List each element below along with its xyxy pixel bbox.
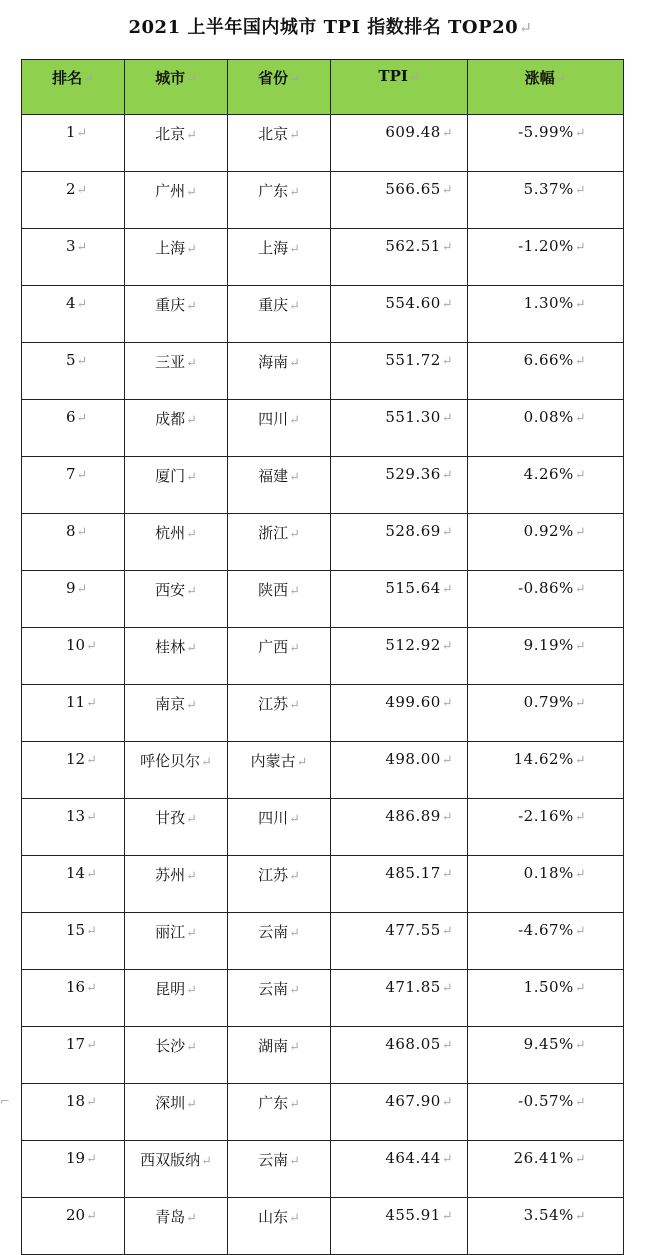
cell-change: -0.57%↵ xyxy=(468,1084,624,1141)
cell-rank: 14↵ xyxy=(22,856,125,913)
paragraph-mark: ↵ xyxy=(289,584,300,599)
cell-tpi: 477.55↵ xyxy=(331,913,468,970)
paragraph-mark: ↵ xyxy=(186,1097,197,1112)
cell-province: 湖南↵ xyxy=(228,1027,331,1084)
cell-rank: 20↵ xyxy=(22,1198,125,1255)
paragraph-mark: ↵ xyxy=(441,468,453,483)
paragraph-mark: ↵ xyxy=(186,185,197,200)
paragraph-mark: ↵ xyxy=(186,584,197,599)
table-row xyxy=(22,970,624,1027)
cell-tpi: 554.60↵ xyxy=(331,286,468,343)
cell-change: 6.66%↵ xyxy=(468,343,624,400)
paragraph-mark: ↵ xyxy=(441,753,453,768)
cell-change: -2.16%↵ xyxy=(468,799,624,856)
paragraph-mark: ↵ xyxy=(289,470,300,485)
cell-rank: 16↵ xyxy=(22,970,125,1027)
cell-tpi: 471.85↵ xyxy=(331,970,468,1027)
cell-city: 重庆↵ xyxy=(125,286,228,343)
paragraph-mark: ↵ xyxy=(86,867,97,882)
paragraph-mark: ↵ xyxy=(574,981,586,996)
cell-province: 浙江↵ xyxy=(228,514,331,571)
paragraph-mark: ↵ xyxy=(289,527,300,542)
table-row xyxy=(22,856,624,913)
header-rank: 排名↵ xyxy=(22,60,125,115)
paragraph-mark: ↵ xyxy=(289,926,300,941)
cell-city: 成都↵ xyxy=(125,400,228,457)
paragraph-mark: ↵ xyxy=(441,981,453,996)
paragraph-mark: ↵ xyxy=(574,297,586,312)
paragraph-mark: ↵ xyxy=(441,183,453,198)
table-row xyxy=(22,913,624,970)
paragraph-mark: ↵ xyxy=(441,1152,453,1167)
paragraph-mark: ↵ xyxy=(574,1209,586,1224)
paragraph-mark: ↵ xyxy=(574,696,586,711)
cell-rank: 18↵ xyxy=(22,1084,125,1141)
cell-province: 北京↵ xyxy=(228,115,331,172)
cell-tpi: 515.64↵ xyxy=(331,571,468,628)
cell-tpi: 551.30↵ xyxy=(331,400,468,457)
cell-city: 北京↵ xyxy=(125,115,228,172)
cell-rank: 7↵ xyxy=(22,457,125,514)
header-province: 省份↵ xyxy=(228,60,331,115)
cell-change: -0.86%↵ xyxy=(468,571,624,628)
table-row xyxy=(22,229,624,286)
paragraph-mark: ↵ xyxy=(76,525,88,540)
paragraph-mark: ↵ xyxy=(574,867,586,882)
paragraph-mark: ↵ xyxy=(86,696,97,711)
cell-rank: 19↵ xyxy=(22,1141,125,1198)
cell-change: 1.50%↵ xyxy=(468,970,624,1027)
paragraph-mark: ↵ xyxy=(441,525,453,540)
paragraph-mark: ↵ xyxy=(186,1211,197,1226)
cell-city: 昆明↵ xyxy=(125,970,228,1027)
paragraph-mark: ↵ xyxy=(574,126,586,141)
paragraph-mark: ↵ xyxy=(519,19,533,37)
cell-change: 4.26%↵ xyxy=(468,457,624,514)
table-row xyxy=(22,571,624,628)
paragraph-mark: ↵ xyxy=(574,240,586,255)
cell-province: 广东↵ xyxy=(228,1084,331,1141)
table-row xyxy=(22,742,624,799)
table-row xyxy=(22,685,624,742)
paragraph-mark: ↵ xyxy=(289,641,300,656)
paragraph-mark: ↵ xyxy=(76,240,88,255)
paragraph-mark: ↵ xyxy=(574,183,586,198)
table-row xyxy=(22,115,624,172)
tpi-ranking-table xyxy=(21,59,624,1255)
cell-city: 甘孜↵ xyxy=(125,799,228,856)
document-title xyxy=(0,13,661,39)
paragraph-mark: ↵ xyxy=(289,242,300,257)
cell-tpi: 528.69↵ xyxy=(331,514,468,571)
paragraph-mark: ↵ xyxy=(441,354,453,369)
paragraph-mark: ↵ xyxy=(86,810,97,825)
paragraph-mark: ↵ xyxy=(289,185,300,200)
paragraph-mark: ↵ xyxy=(86,639,97,654)
cell-rank: 13↵ xyxy=(22,799,125,856)
cell-change: 9.45%↵ xyxy=(468,1027,624,1084)
paragraph-mark: ↵ xyxy=(76,582,88,597)
cell-rank: 17↵ xyxy=(22,1027,125,1084)
cell-tpi: 468.05↵ xyxy=(331,1027,468,1084)
paragraph-mark: ↵ xyxy=(186,242,197,257)
paragraph-mark: ↵ xyxy=(76,354,88,369)
cell-tpi: 566.65↵ xyxy=(331,172,468,229)
header-tpi: TPI↵ xyxy=(331,60,468,115)
paragraph-mark: ↵ xyxy=(441,924,453,939)
paragraph-mark: ↵ xyxy=(86,1209,97,1224)
paragraph-mark: ↵ xyxy=(76,183,88,198)
table-row xyxy=(22,457,624,514)
table-header-row xyxy=(22,60,624,115)
paragraph-mark: ↵ xyxy=(289,356,300,371)
table-row xyxy=(22,1084,624,1141)
cell-tpi: 562.51↵ xyxy=(331,229,468,286)
corner-mark: ⌐ xyxy=(0,1094,11,1108)
paragraph-mark: ↵ xyxy=(201,755,212,770)
paragraph-mark: ↵ xyxy=(441,867,453,882)
cell-change: 14.62%↵ xyxy=(468,742,624,799)
cell-tpi: 486.89↵ xyxy=(331,799,468,856)
paragraph-mark: ↵ xyxy=(186,926,197,941)
paragraph-mark: ↵ xyxy=(574,1152,586,1167)
cell-rank: 10↵ xyxy=(22,628,125,685)
paragraph-mark: ↵ xyxy=(574,525,586,540)
cell-tpi: 455.91↵ xyxy=(331,1198,468,1255)
cell-change: 0.18%↵ xyxy=(468,856,624,913)
cell-rank: 4↵ xyxy=(22,286,125,343)
paragraph-mark: ↵ xyxy=(441,126,453,141)
paragraph-mark: ↵ xyxy=(289,1097,300,1112)
table-row xyxy=(22,799,624,856)
title-text: 2021 上半年国内城市 TPI 指数排名 TOP20 xyxy=(128,17,519,38)
cell-rank: 9↵ xyxy=(22,571,125,628)
cell-province: 四川↵ xyxy=(228,799,331,856)
table-row xyxy=(22,1027,624,1084)
paragraph-mark: ↵ xyxy=(441,639,453,654)
cell-rank: 6↵ xyxy=(22,400,125,457)
cell-province: 海南↵ xyxy=(228,343,331,400)
paragraph-mark: ↵ xyxy=(574,411,586,426)
paragraph-mark: ↵ xyxy=(441,1038,453,1053)
paragraph-mark: ↵ xyxy=(441,1095,453,1110)
cell-city: 西安↵ xyxy=(125,571,228,628)
table-row xyxy=(22,514,624,571)
cell-rank: 3↵ xyxy=(22,229,125,286)
table-row xyxy=(22,286,624,343)
paragraph-mark: ↵ xyxy=(441,297,453,312)
cell-change: 26.41%↵ xyxy=(468,1141,624,1198)
paragraph-mark: ↵ xyxy=(289,812,300,827)
paragraph-mark: ↵ xyxy=(186,128,197,143)
paragraph-mark: ↵ xyxy=(574,753,586,768)
cell-province: 陕西↵ xyxy=(228,571,331,628)
cell-province: 福建↵ xyxy=(228,457,331,514)
cell-tpi: 609.48↵ xyxy=(331,115,468,172)
paragraph-mark: ↵ xyxy=(86,1095,97,1110)
paragraph-mark: ↵ xyxy=(574,639,586,654)
cell-rank: 11↵ xyxy=(22,685,125,742)
paragraph-mark: ↵ xyxy=(574,582,586,597)
paragraph-mark: ↵ xyxy=(186,641,197,656)
table-row xyxy=(22,1198,624,1255)
cell-city: 南京↵ xyxy=(125,685,228,742)
paragraph-mark: ↵ xyxy=(574,1038,586,1053)
paragraph-mark: ↵ xyxy=(289,983,300,998)
cell-tpi: 529.36↵ xyxy=(331,457,468,514)
cell-rank: 15↵ xyxy=(22,913,125,970)
cell-city: 西双版纳↵ xyxy=(125,1141,228,1198)
cell-tpi: 498.00↵ xyxy=(331,742,468,799)
paragraph-mark: ↵ xyxy=(186,470,197,485)
paragraph-mark: ↵ xyxy=(186,356,197,371)
paragraph-mark: ↵ xyxy=(186,299,197,314)
paragraph-mark: ↵ xyxy=(186,698,197,713)
paragraph-mark: ↵ xyxy=(441,411,453,426)
paragraph-mark: ↵ xyxy=(574,1095,586,1110)
paragraph-mark: ↵ xyxy=(289,1040,300,1055)
cell-city: 桂林↵ xyxy=(125,628,228,685)
paragraph-mark: ↵ xyxy=(186,869,197,884)
cell-rank: 2↵ xyxy=(22,172,125,229)
header-city: 城市↵ xyxy=(125,60,228,115)
cell-province: 上海↵ xyxy=(228,229,331,286)
cell-city: 三亚↵ xyxy=(125,343,228,400)
paragraph-mark: ↵ xyxy=(289,1154,300,1169)
paragraph-mark: ↵ xyxy=(289,869,300,884)
table-row xyxy=(22,172,624,229)
cell-province: 云南↵ xyxy=(228,970,331,1027)
paragraph-mark: ↵ xyxy=(201,1154,212,1169)
cell-city: 厦门↵ xyxy=(125,457,228,514)
table-row xyxy=(22,400,624,457)
paragraph-mark: ↵ xyxy=(289,698,300,713)
paragraph-mark: ↵ xyxy=(574,468,586,483)
paragraph-mark: ↵ xyxy=(186,1040,197,1055)
paragraph-mark: ↵ xyxy=(441,1209,453,1224)
cell-city: 丽江↵ xyxy=(125,913,228,970)
paragraph-mark: ↵ xyxy=(76,126,88,141)
paragraph-mark: ↵ xyxy=(289,413,300,428)
cell-province: 四川↵ xyxy=(228,400,331,457)
cell-change: 0.08%↵ xyxy=(468,400,624,457)
cell-change: 0.79%↵ xyxy=(468,685,624,742)
cell-city: 广州↵ xyxy=(125,172,228,229)
paragraph-mark: ↵ xyxy=(86,924,97,939)
cell-city: 杭州↵ xyxy=(125,514,228,571)
cell-tpi: 512.92↵ xyxy=(331,628,468,685)
cell-city: 苏州↵ xyxy=(125,856,228,913)
cell-city: 青岛↵ xyxy=(125,1198,228,1255)
cell-city: 呼伦贝尔↵ xyxy=(125,742,228,799)
cell-rank: 5↵ xyxy=(22,343,125,400)
cell-city: 上海↵ xyxy=(125,229,228,286)
cell-rank: 8↵ xyxy=(22,514,125,571)
paragraph-mark: ↵ xyxy=(574,354,586,369)
paragraph-mark: ↵ xyxy=(186,527,197,542)
cell-province: 重庆↵ xyxy=(228,286,331,343)
cell-change: 3.54%↵ xyxy=(468,1198,624,1255)
cell-change: -1.20%↵ xyxy=(468,229,624,286)
cell-province: 广东↵ xyxy=(228,172,331,229)
paragraph-mark: ↵ xyxy=(289,128,300,143)
paragraph-mark: ↵ xyxy=(186,983,197,998)
cell-tpi: 467.90↵ xyxy=(331,1084,468,1141)
paragraph-mark: ↵ xyxy=(86,1038,97,1053)
paragraph-mark: ↵ xyxy=(441,240,453,255)
cell-tpi: 551.72↵ xyxy=(331,343,468,400)
paragraph-mark: ↵ xyxy=(86,1152,97,1167)
cell-city: 长沙↵ xyxy=(125,1027,228,1084)
cell-rank: 12↵ xyxy=(22,742,125,799)
paragraph-mark: ↵ xyxy=(76,411,88,426)
table-row xyxy=(22,1141,624,1198)
paragraph-mark: ↵ xyxy=(441,582,453,597)
cell-change: 0.92%↵ xyxy=(468,514,624,571)
paragraph-mark: ↵ xyxy=(574,924,586,939)
cell-province: 江苏↵ xyxy=(228,685,331,742)
cell-change: -4.67%↵ xyxy=(468,913,624,970)
cell-tpi: 464.44↵ xyxy=(331,1141,468,1198)
paragraph-mark: ↵ xyxy=(289,299,300,314)
cell-province: 云南↵ xyxy=(228,1141,331,1198)
cell-province: 云南↵ xyxy=(228,913,331,970)
cell-change: 5.37%↵ xyxy=(468,172,624,229)
cell-province: 山东↵ xyxy=(228,1198,331,1255)
cell-province: 广西↵ xyxy=(228,628,331,685)
table-row xyxy=(22,343,624,400)
paragraph-mark: ↵ xyxy=(289,1211,300,1226)
paragraph-mark: ↵ xyxy=(186,812,197,827)
cell-change: -5.99%↵ xyxy=(468,115,624,172)
paragraph-mark: ↵ xyxy=(76,297,88,312)
cell-tpi: 499.60↵ xyxy=(331,685,468,742)
paragraph-mark: ↵ xyxy=(76,468,88,483)
cell-city: 深圳↵ xyxy=(125,1084,228,1141)
paragraph-mark: ↵ xyxy=(441,696,453,711)
cell-province: 江苏↵ xyxy=(228,856,331,913)
cell-change: 9.19%↵ xyxy=(468,628,624,685)
paragraph-mark: ↵ xyxy=(441,810,453,825)
cell-tpi: 485.17↵ xyxy=(331,856,468,913)
cell-rank: 1↵ xyxy=(22,115,125,172)
paragraph-mark: ↵ xyxy=(86,981,97,996)
cell-change: 1.30%↵ xyxy=(468,286,624,343)
paragraph-mark: ↵ xyxy=(186,413,197,428)
paragraph-mark: ↵ xyxy=(574,810,586,825)
header-change: 涨幅↵ xyxy=(468,60,624,115)
paragraph-mark: ↵ xyxy=(296,755,308,770)
table-row xyxy=(22,628,624,685)
cell-province: 内蒙古↵ xyxy=(228,742,331,799)
paragraph-mark: ↵ xyxy=(86,753,97,768)
